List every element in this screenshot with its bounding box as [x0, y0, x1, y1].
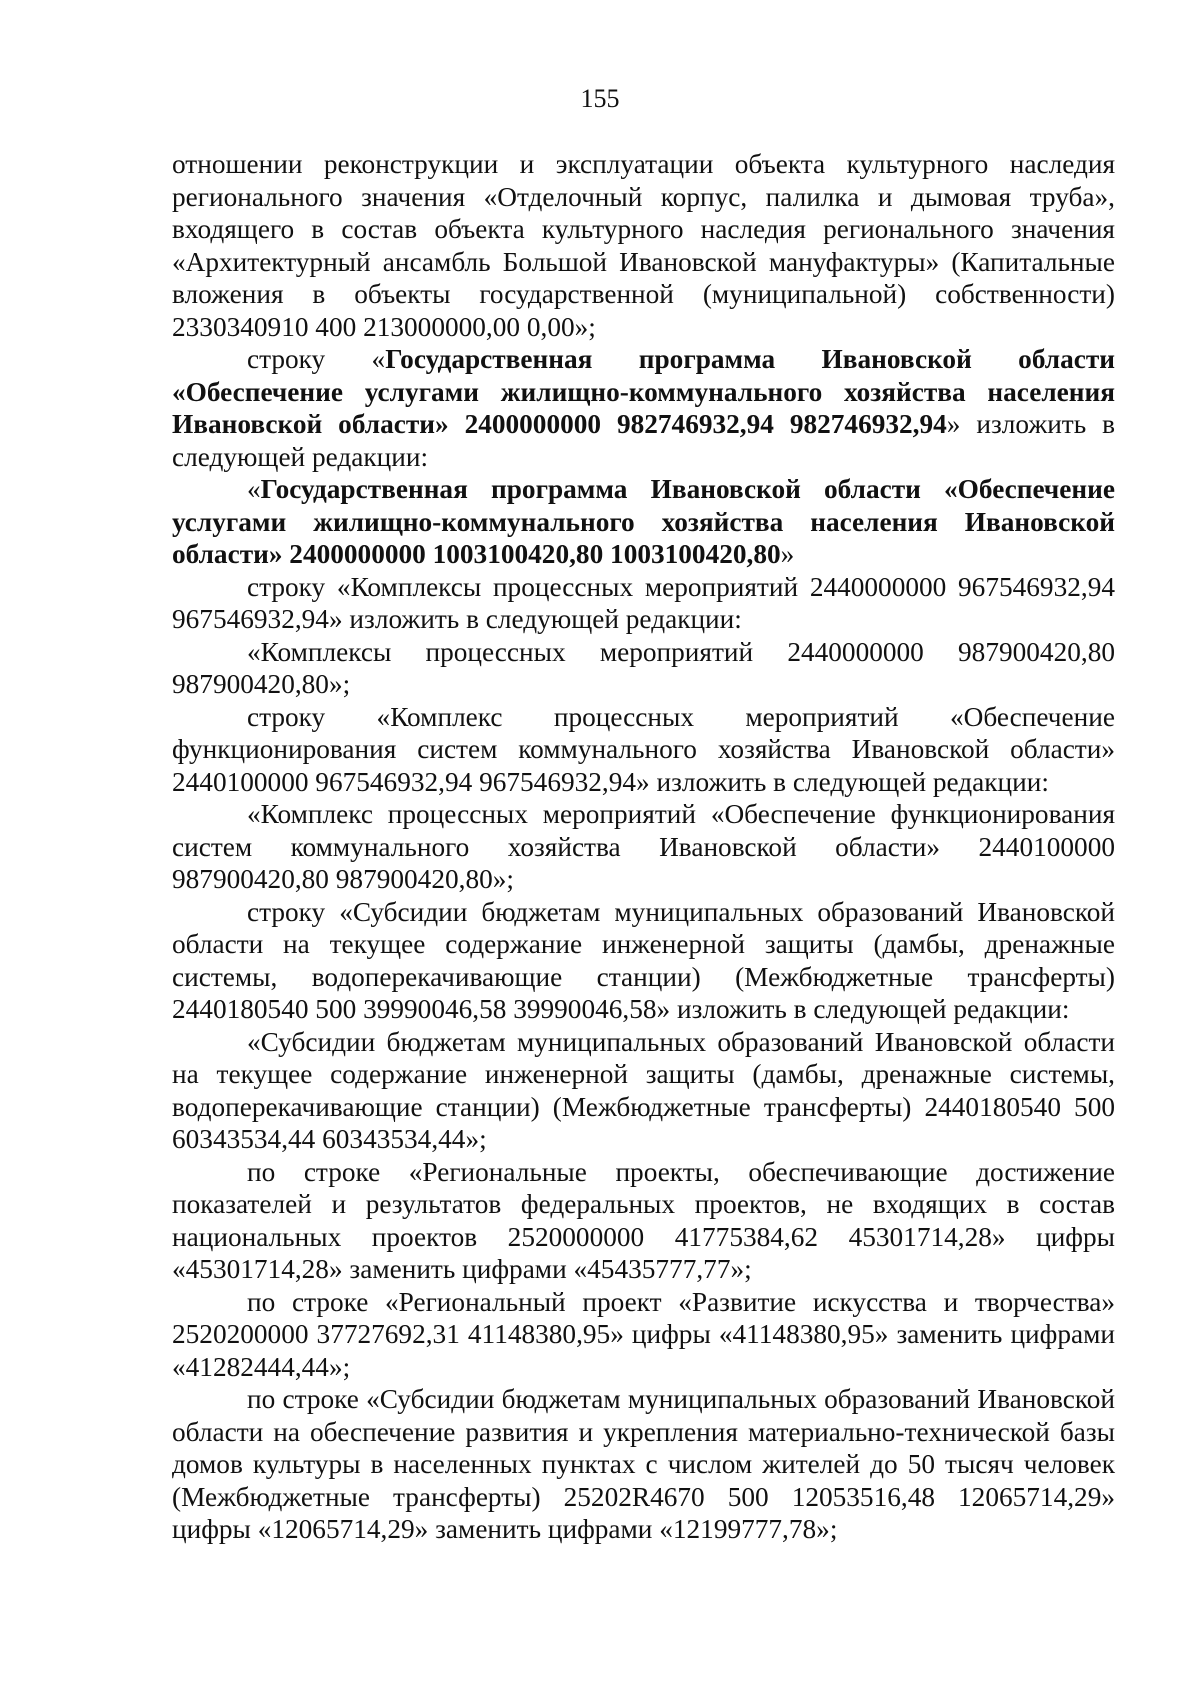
paragraph-complexes-new: «Комплексы процессных мероприятий 2440000000 987900420,80 987900420,80»;	[172, 636, 1115, 699]
paragraph-subsidies-new: «Субсидии бюджетам муниципальных образований Ивановской области на текущее содержание инженерной защиты (дамбы, дренажные системы, водоперекачивающие станции) (Межбюджетные трансферты) 2440180540 500 60343534,44 60343534,44»;	[172, 1026, 1115, 1154]
text-run: » изложить в следующей редакции:	[172, 409, 1115, 472]
page-number: 155	[580, 84, 620, 113]
paragraph-subsidies-row: строку «Субсидии бюджетам муниципальных образований Ивановской области на текущее содержание инженерной защиты (дамбы, дренажные системы, водоперекачивающие станции) (Межбюджетные трансферты) 2440180540 500 39990046,58 39990046,58» изложить в следующей редакции:	[172, 896, 1115, 1024]
text-run: »	[780, 539, 795, 569]
bold-program-title-new: Государственная программа Ивановской области «Обеспечение услугами жилищно-коммунального хозяйства населения Ивановской области» 2400000000 1003100420,80 1003100420,80	[172, 474, 1115, 569]
paragraph-continuation: отношении реконструкции и эксплуатации объекта культурного наследия регионального значения «Отделочный корпус, палилка и дымовая труба», входящего в состав объекта культурного наследия регионального значения «Архитектурный ансамбль Большой Ивановской мануфактуры» (Капитальные вложения в объекты государственной (муниципальной) собственности) 2330340910 400 213000000,00 0,00»;	[172, 149, 1115, 342]
paragraph-program-new	[172, 473, 1115, 571]
bold-program-title: Государственная программа Ивановской области «Обеспечение услугами жилищно-коммунального хозяйства населения Ивановской области» 2400000000 982746932,94 982746932,94	[172, 344, 1116, 439]
paragraph-complexes-row: строку «Комплексы процессных мероприятий 2440000000 967546932,94 967546932,94» изложить в следующей редакции:	[172, 571, 1115, 634]
paragraph-complex-new: «Комплекс процессных мероприятий «Обеспечение функционирования систем коммунального хозяйства Ивановской области» 2440100000 987900420,80 987900420,80»;	[172, 799, 1115, 894]
document-body	[172, 148, 1115, 1546]
text-run: «	[247, 474, 261, 504]
paragraph-program-row	[172, 343, 1115, 473]
paragraph-regional-projects: по строке «Региональные проекты, обеспечивающие достижение показателей и результатов федеральных проектов, не входящих в состав национальных проектов 2520000000 41775384,62 45301714,28» цифры «45301714,28» заменить цифрами «45435777,77»;	[172, 1156, 1115, 1284]
text-run: строку «	[247, 344, 386, 374]
paragraph-subsidies-culture: по строке «Субсидии бюджетам муниципальных образований Ивановской области на обеспечение развития и укрепления материально-технической базы домов культуры в населенных пунктах с числом жителей до 50 тысяч человек (Межбюджетные трансферты) 25202R4670 500 12053516,48 12065714,29» цифры «12065714,29» заменить цифрами «12199777,78»;	[172, 1384, 1115, 1544]
paragraph-regional-project-art: по строке «Региональный проект «Развитие искусства и творчества» 2520200000 37727692,31 41148380,95» цифры «41148380,95» заменить цифрами «41282444,44»;	[172, 1286, 1115, 1382]
paragraph-complex-row: строку «Комплекс процессных мероприятий «Обеспечение функционирования систем коммунального хозяйства Ивановской области» 2440100000 967546932,94 967546932,94» изложить в следующей редакции:	[172, 701, 1115, 797]
